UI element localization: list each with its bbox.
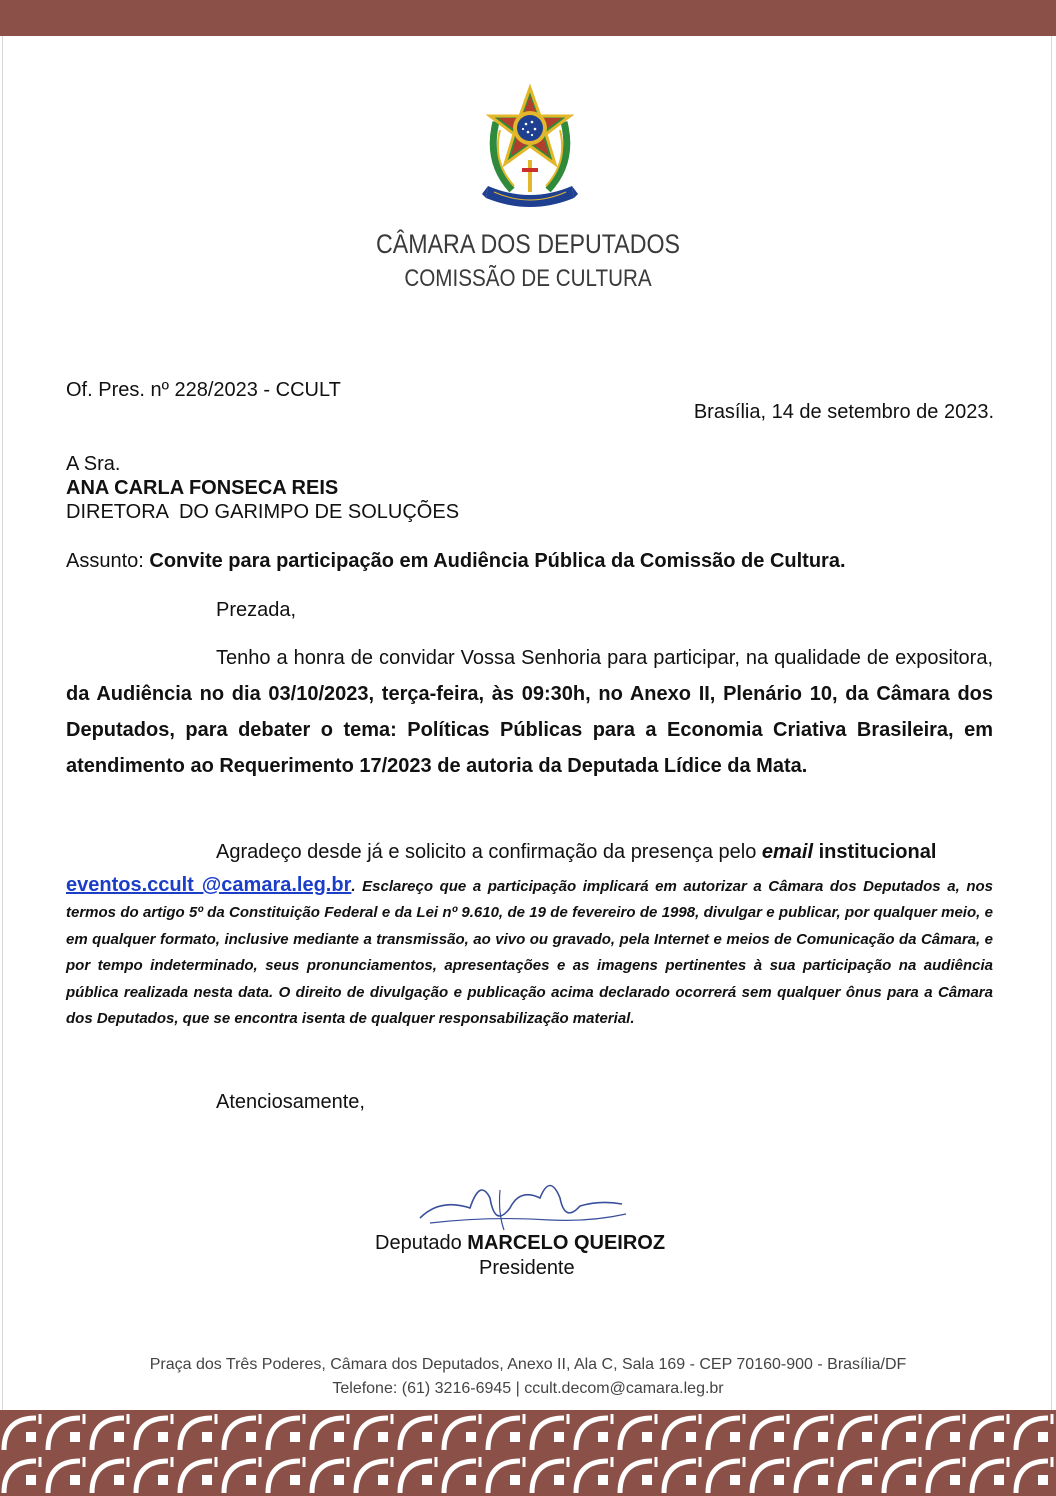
disclaimer-text: . Esclareço que a participação implicará em autorizar a Câmara dos Deputados a, nos termos do artigo 5º da Constituição Federal e da Lei nº 9.610, de 19 de fevereiro de 1998, divulgar e publicar, por qualquer meio, e em qualquer formato, inclusive mediante a transmissão, ao vivo ou gravado, pela Internet e meios de Comunicação da Câmara, e por tempo indeterminado, seus pronunciamentos, apresentações e as imagens pertinentes à sua participação na audiência pública realizada nesta data. O direito de divulgação e publicação acima declarado ocorrerá sem qualquer ônus para a Câmara dos Deputados, que se encontra isenta de qualquer responsabilização material.	[66, 878, 993, 1028]
recipient-name: ANA CARLA FONSECA REIS	[66, 477, 339, 499]
signer-role: Presidente	[479, 1257, 575, 1279]
invitation-details: da Audiência no dia 03/10/2023, terça-feira, às 09:30h, no Anexo II, Plenário 10, da Câmara dos Deputados, para debater o tema: Políticas Públicas para a Economia Criativa Brasileira, em atendimento ao Requerimento 17/2023 de autoria da Deputada Lídice da Mata.	[66, 683, 993, 777]
signer-name: MARCELO QUEIROZ	[467, 1232, 666, 1254]
letter-reference: Of. Pres. nº 228/2023 - CCULT	[66, 379, 341, 401]
subject-line	[66, 549, 846, 573]
subject-label: Assunto:	[66, 550, 144, 572]
footer-address: Praça dos Três Poderes, Câmara dos Deputados, Anexo II, Ala C, Sala 169 - CEP 70160-900 - Brasília/DF	[149, 1356, 907, 1373]
greeting: Prezada,	[216, 599, 297, 621]
decorative-tile-band	[0, 1410, 1056, 1496]
confirmation-paragraph	[66, 834, 993, 870]
signer-line	[375, 1231, 665, 1255]
letter-date: Brasília, 14 de setembro de 2023.	[693, 401, 994, 423]
confirmation-text: Agradeço desde já e solicito a confirmação da presença pelo	[216, 841, 762, 863]
email-word: email	[761, 841, 814, 863]
closing: Atenciosamente,	[216, 1091, 365, 1113]
email-link[interactable]: eventos.ccult @camara.leg.br	[66, 874, 352, 896]
commission-title: COMISSÃO DE CULTURA	[404, 265, 652, 292]
disclaimer-paragraph	[66, 872, 993, 1032]
salutation-prefix: A Sra.	[66, 453, 121, 475]
top-color-band	[0, 0, 1056, 36]
invitation-paragraph	[66, 640, 993, 784]
signature-icon	[400, 1168, 630, 1238]
institutional-word: institucional	[813, 841, 937, 863]
invitation-text: Tenho a honra de convidar Vossa Senhoria para participar, na qualidade de expositora,	[216, 647, 993, 669]
institution-title: CÂMARA DOS DEPUTADOS	[375, 229, 681, 259]
recipient-title: DIRETORA DO GARIMPO DE SOLUÇÕES	[66, 501, 460, 523]
subject-text: Convite para participação em Audiência Pública da Comissão de Cultura.	[149, 550, 846, 572]
coat-of-arms-icon	[482, 82, 578, 222]
signer-prefix: Deputado	[375, 1232, 468, 1254]
footer-contact: Telefone: (61) 3216-6945 | ccult.decom@camara.leg.br	[332, 1380, 724, 1397]
